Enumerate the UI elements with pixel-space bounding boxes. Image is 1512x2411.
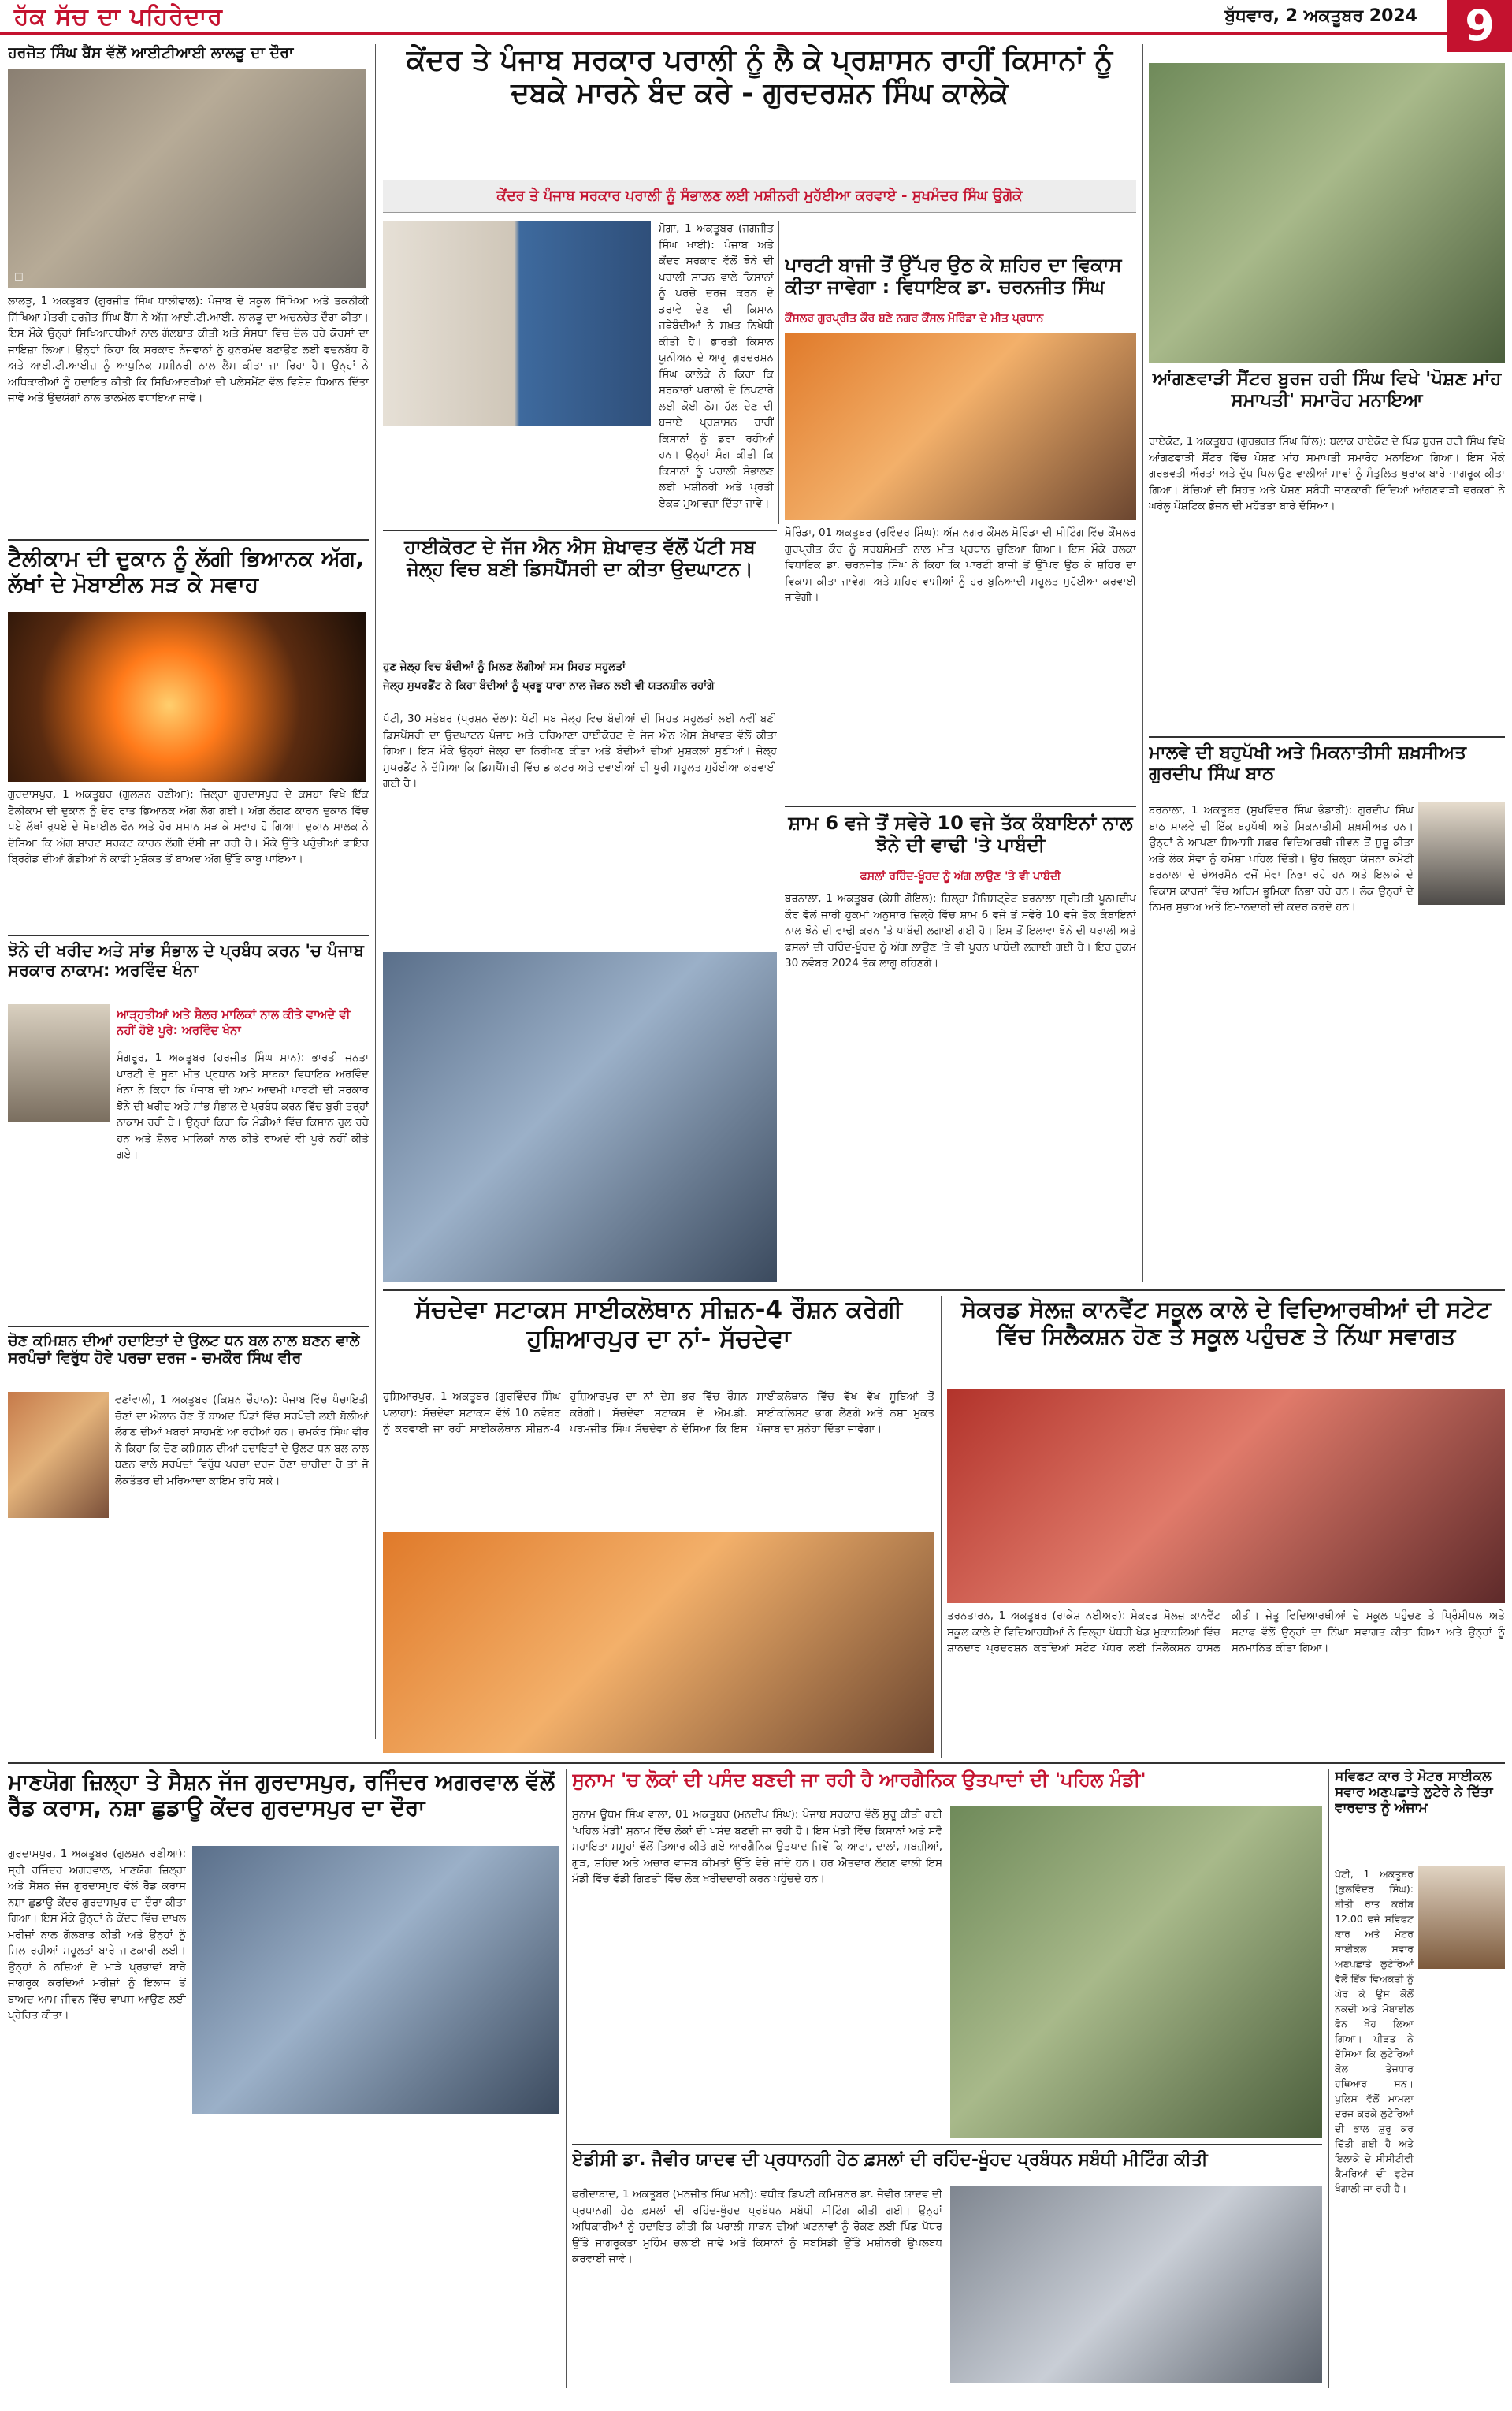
fire-headline: ਟੈਲੀਕਾਮ ਦੀ ਦੁਕਾਨ ਨੂੰ ਲੱਗੀ ਭਿਆਨਕ ਅੱਗ, ਲੱਖਾਂ ਦੇ ਮੋਬਾਈਲ ਸੜ ਕੇ ਸਵਾਹ xyxy=(8,545,364,598)
party-body: ਮੋਰਿੰਡਾ, 01 ਅਕਤੂਬਰ (ਰਵਿੰਦਰ ਸਿੰਘ): ਅੱਜ ਨਗਰ ਕੌਂਸਲ ਮੋਰਿੰਡਾ ਦੀ ਮੀਟਿੰਗ ਵਿੱਚ ਕੌਂਸਲਰ ਗੁਰਪ੍ਰੀਤ ਕੌਰ ਨੂੰ ਸਰਬਸੰਮਤੀ ਨਾਲ ਮੀਤ ਪ੍ਰਧਾਨ ਚੁਣਿਆ ਗਿਆ। ਇਸ ਮੌਕੇ ਹਲਕਾ ਵਿਧਾਇਕ ਡਾ. ਚਰਨਜੀਤ ਸਿੰਘ ਨੇ ਕਿਹਾ ਕਿ ਪਾਰਟੀ ਬਾਜੀ ਤੋਂ ਉੱਪਰ ਉਠ ਕੇ ਸ਼ਹਿਰ ਦਾ ਵਿਕਾਸ ਕੀਤਾ ਜਾਵੇਗਾ ਅਤੇ ਸ਼ਹਿਰ ਵਾਸੀਆਂ ਨੂੰ ਹਰ ਬੁਨਿਆਦੀ ਸਹੂਲਤ ਮੁਹੱਈਆ ਕਰਵਾਈ ਜਾਵੇਗੀ। xyxy=(785,526,1136,605)
organic-market-photo xyxy=(950,1806,1322,2138)
column-divider xyxy=(1328,1769,1329,2388)
paddy-subhead: ਆੜ੍ਹਤੀਆਂ ਅਤੇ ਸ਼ੈਲਰ ਮਾਲਿਕਾਂ ਨਾਲ ਕੀਤੇ ਵਾਅਦੇ ਵੀ ਨਹੀਂ ਹੋਏ ਪੂਰੇ: ਅਰਵਿੰਦ ਖੰਨਾ xyxy=(117,1007,351,1037)
chamkaur-singh-portrait xyxy=(8,1392,109,1518)
stubble-body-continued xyxy=(383,430,651,525)
paddy-body: ਸੰਗਰੂਰ, 1 ਅਕਤੂਬਰ (ਹਰਜੀਤ ਸਿੰਘ ਮਾਨ): ਭਾਰਤੀ ਜਨਤਾ ਪਾਰਟੀ ਦੇ ਸੂਬਾ ਮੀਤ ਪ੍ਰਧਾਨ ਅਤੇ ਸਾਬਕਾ ਵਿਧਾਇਕ ਅਰਵਿੰਦ ਖੰਨਾ ਨੇ ਕਿਹਾ ਕਿ ਪੰਜਾਬ ਦੀ ਆਮ ਆਦਮੀ ਪਾਰਟੀ ਦੀ ਸਰਕਾਰ ਝੋਨੇ ਦੀ ਖਰੀਦ ਅਤੇ ਸਾਂਭ ਸੰਭਾਲ ਦੇ ਪ੍ਰਬੰਧ ਕਰਨ ਵਿੱਚ ਬੁਰੀ ਤਰ੍ਹਾਂ ਨਾਕਾਮ ਰਹੀ ਹੈ। ਉਨ੍ਹਾਂ ਕਿਹਾ ਕਿ ਮੰਡੀਆਂ ਵਿੱਚ ਕਿਸਾਨ ਰੁਲ ਰਹੇ ਹਨ ਅਤੇ ਸ਼ੈਲਰ ਮਾਲਿਕਾਂ ਨਾਲ ਕੀਤੇ ਵਾਅਦੇ ਵੀ ਪੂਰੇ ਨਹੀਂ ਕੀਤੇ ਗਏ। xyxy=(117,1051,369,1162)
fire-body: ਗੁਰਦਾਸਪੁਰ, 1 ਅਕਤੂਬਰ (ਗੁਲਸ਼ਨ ਰਣੀਆ): ਜ਼ਿਲ੍ਹਾ ਗੁਰਦਾਸਪੁਰ ਦੇ ਕਸਬਾ ਵਿਖੇ ਇੱਕ ਟੈਲੀਕਾਮ ਦੀ ਦੁਕਾਨ ਨੂੰ ਦੇਰ ਰਾਤ ਭਿਆਨਕ ਅੱਗ ਲੱਗ ਗਈ। ਅੱਗ ਲੱਗਣ ਕਾਰਨ ਦੁਕਾਨ ਵਿੱਚ ਪਏ ਲੱਖਾਂ ਰੁਪਏ ਦੇ ਮੋਬਾਈਲ ਫੋਨ ਅਤੇ ਹੋਰ ਸਮਾਨ ਸੜ ਕੇ ਸਵਾਹ ਹੋ ਗਿਆ। ਦੁਕਾਨ ਮਾਲਕ ਨੇ ਦੱਸਿਆ ਕਿ ਅੱਗ ਸ਼ਾਰਟ ਸਰਕਟ ਕਾਰਨ ਲੱਗੀ ਦੱਸੀ ਜਾ ਰਹੀ ਹੈ। ਮੌਕੇ ਉੱਤੇ ਪਹੁੰਚੀਆਂ ਫਾਇਰ ਬ੍ਰਿਗੇਡ ਦੀਆਂ ਗੱਡੀਆਂ ਨੇ ਕਾਫੀ ਮੁਸ਼ੱਕਤ ਤੋਂ ਬਾਅਦ ਅੱਗ ਉੱਤੇ ਕਾਬੂ ਪਾਇਆ। xyxy=(8,788,369,866)
column-divider xyxy=(566,1769,567,2388)
anganwadi-headline: ਆਂਗਣਵਾੜੀ ਸੈਂਟਰ ਬੁਰਜ ਹਰੀ ਸਿੰਘ ਵਿਖੇ 'ਪੋਸ਼ਣ ਮਾਂਹ ਸਮਾਪਤੀ' ਸਮਾਰੋਹ ਮਨਾਇਆ xyxy=(1152,369,1502,411)
column-divider xyxy=(375,44,376,1739)
paddy-headline: ਝੋਨੇ ਦੀ ਖਰੀਦ ਅਤੇ ਸਾਂਭ ਸੰਭਾਲ ਦੇ ਪ੍ਰਬੰਧ ਕਰਨ 'ਚ ਪੰਜਾਬ ਸਰਕਾਰ ਨਾਕਾਮ: ਅਰਵਿੰਦ ਖੰਨਾ xyxy=(8,941,364,980)
sacred-headline: ਸੇਕਰਡ ਸੋਲਜ਼ ਕਾਨਵੈਂਟ ਸਕੂਲ ਕਾਲੇ ਦੇ ਵਿਦਿਆਰਥੀਆਂ ਦੀ ਸਟੇਟ ਵਿੱਚ ਸਿਲੈਕਸ਼ਨ ਹੋਣ ਤੇ ਸਕੂਲ ਪਹੁੰਚਣ ਤੇ ਨਿੱਘਾ ਸਵਾਗਤ xyxy=(961,1296,1491,1350)
divider xyxy=(785,806,1136,807)
masthead xyxy=(0,0,1512,50)
divider xyxy=(1149,736,1505,738)
victim-portrait xyxy=(1418,1866,1505,1969)
divider xyxy=(8,539,369,541)
printer-color-bar xyxy=(0,2391,1512,2411)
iti-visit-photo: ☐ xyxy=(8,69,366,288)
organic-headline: ਸੁਨਾਮ 'ਚ ਲੋਕਾਂ ਦੀ ਪਸੰਦ ਬਣਦੀ ਜਾ ਰਹੀ ਹੈ ਆਰਗੈਨਿਕ ਉਤਪਾਦਾਂ ਦੀ 'ਪਹਿਲ ਮੰਡੀ' xyxy=(572,1769,1146,1791)
column-divider xyxy=(1142,44,1143,1282)
adc-headline: ਏਡੀਸੀ ਡਾ. ਜੈਵੀਰ ਯਾਦਵ ਦੀ ਪ੍ਰਧਾਨਗੀ ਹੇਠ ਫ਼ਸਲਾਂ ਦੀ ਰਹਿੰਦ-ਖੂੰਹਦ ਪ੍ਰਬੰਧਨ ਸਬੰਧੀ ਮੀਟਿੰਗ ਕੀਤੀ xyxy=(572,2150,1208,2170)
farmer-leaders-portraits xyxy=(383,221,651,426)
gurdeep-bath-portrait xyxy=(1418,802,1505,905)
red-cross-visit-photo xyxy=(192,1846,559,2114)
anganwadi-photo xyxy=(1149,63,1505,363)
combine-subhead: ਫਸਲਾਂ ਰਹਿੰਦ-ਖੂੰਹਦ ਨੂੰ ਅੱਗ ਲਾਉਣ 'ਤੇ ਵੀ ਪਾਬੰਦੀ xyxy=(860,870,1061,883)
divider xyxy=(383,1289,1505,1291)
hc-bullet-1: ਹੁਣ ਜੇਲ੍ਹ ਵਿਚ ਬੰਦੀਆਂ ਨੂੰ ਮਿਲਣ ਲੱਗੀਆਂ ਸਮ ਸਿਹਤ ਸਹੂਲਤਾਂ xyxy=(383,660,626,673)
arvind-khanna-portrait xyxy=(8,1004,110,1122)
divider xyxy=(8,1762,1505,1764)
page-number: 9 xyxy=(1447,0,1512,52)
column-divider xyxy=(778,221,779,524)
party-headline: ਪਾਰਟੀ ਬਾਜੀ ਤੋਂ ਉੱਪਰ ਉਠ ਕੇ ਸ਼ਹਿਰ ਦਾ ਵਿਕਾਸ ਕੀਤਾ ਜਾਵੇਗਾ : ਵਿਧਾਇਕ ਡਾ. ਚਰਨਜੀਤ ਸਿੰਘ xyxy=(785,254,1122,299)
combine-body: ਬਰਨਾਲਾ, 1 ਅਕਤੂਬਰ (ਕੇਸੀ ਗੋਇਲ): ਜ਼ਿਲ੍ਹਾ ਮੈਜਿਸਟ੍ਰੇਟ ਬਰਨਾਲਾ ਸ੍ਰੀਮਤੀ ਪੂਨਮਦੀਪ ਕੌਰ ਵੱਲੋਂ ਜਾਰੀ ਹੁਕਮਾਂ ਅਨੁਸਾਰ ਜ਼ਿਲ੍ਹੇ ਵਿੱਚ ਸ਼ਾਮ 6 ਵਜੇ ਤੋਂ ਸਵੇਰੇ 10 ਵਜੇ ਤੱਕ ਕੰਬਾਇਨਾਂ ਨਾਲ ਝੋਨੇ ਦੀ ਵਾਢੀ ਕਰਨ 'ਤੇ ਪਾਬੰਦੀ ਲਗਾਈ ਗਈ ਹੈ। ਇਸ ਤੋਂ ਇਲਾਵਾ ਝੋਨੇ ਦੀ ਪਰਾਲੀ ਅਤੇ ਫਸਲਾਂ ਦੀ ਰਹਿੰਦ-ਖੂੰਹਦ ਨੂੰ ਅੱਗ ਲਾਉਣ 'ਤੇ ਵੀ ਪੂਰਨ ਪਾਬੰਦੀ ਲਗਾਈ ਗਈ ਹੈ। ਇਹ ਹੁਕਮ 30 ਨਵੰਬਰ 2024 ਤੱਕ ਲਾਗੂ ਰਹਿਣਗੇ। xyxy=(785,892,1136,970)
column-divider xyxy=(941,1296,942,1758)
divider xyxy=(572,2144,1322,2145)
adc-meeting-photo xyxy=(950,2186,1322,2383)
anganwadi-body: ਰਾਏਕੋਟ, 1 ਅਕਤੂਬਰ (ਗੁਰਭਗਤ ਸਿੰਘ ਗਿੱਲ): ਬਲਾਕ ਰਾਏਕੋਟ ਦੇ ਪਿੰਡ ਬੁਰਜ ਹਰੀ ਸਿੰਘ ਵਿਖੇ ਆਂਗਣਵਾੜੀ ਸੈਂਟਰ ਵਿੱਚ ਪੋਸ਼ਣ ਮਾਂਹ ਸਮਾਪਤੀ ਸਮਾਰੋਹ ਮਨਾਇਆ ਗਿਆ। ਇਸ ਮੌਕੇ ਗਰਭਵਤੀ ਔਰਤਾਂ ਅਤੇ ਦੁੱਧ ਪਿਲਾਉਣ ਵਾਲੀਆਂ ਮਾਵਾਂ ਨੂੰ ਸੰਤੁਲਿਤ ਖੁਰਾਕ ਬਾਰੇ ਜਾਗਰੂਕ ਕੀਤਾ ਗਿਆ। ਬੱਚਿਆਂ ਦੀ ਸਿਹਤ ਅਤੇ ਪੋਸ਼ਣ ਸਬੰਧੀ ਜਾਣਕਾਰੀ ਦਿੰਦਿਆਂ ਆਂਗਣਵਾੜੀ ਵਰਕਰਾਂ ਨੇ ਘਰੇਲੂ ਪੌਸ਼ਟਿਕ ਭੋਜਨ ਦੀ ਮਹੱਤਤਾ ਬਾਰੇ ਦੱਸਿਆ। xyxy=(1149,435,1505,513)
bath-headline: ਮਾਲਵੇ ਦੀ ਬਹੁਪੱਖੀ ਅਤੇ ਮਿਕਨਾਤੀਸੀ ਸ਼ਖ਼ਸੀਅਤ ਗੁਰਦੀਪ ਸਿੰਘ ਬਾਠ xyxy=(1149,742,1466,785)
jail-dispensary-inauguration-photo xyxy=(383,952,777,1282)
adc-body: ਫਰੀਦਾਬਾਦ, 1 ਅਕਤੂਬਰ (ਮਨਜੀਤ ਸਿੰਘ ਮਨੀ): ਵਧੀਕ ਡਿਪਟੀ ਕਮਿਸ਼ਨਰ ਡਾ. ਜੈਵੀਰ ਯਾਦਵ ਦੀ ਪ੍ਰਧਾਨਗੀ ਹੇਠ ਫ਼ਸਲਾਂ ਦੀ ਰਹਿੰਦ-ਖੂੰਹਦ ਪ੍ਰਬੰਧਨ ਸਬੰਧੀ ਮੀਟਿੰਗ ਕੀਤੀ ਗਈ। ਉਨ੍ਹਾਂ ਅਧਿਕਾਰੀਆਂ ਨੂੰ ਹਦਾਇਤ ਕੀਤੀ ਕਿ ਪਰਾਲੀ ਸਾੜਨ ਦੀਆਂ ਘਟਨਾਵਾਂ ਨੂੰ ਰੋਕਣ ਲਈ ਪਿੰਡ ਪੱਧਰ ਉੱਤੇ ਜਾਗਰੂਕਤਾ ਮੁਹਿੰਮ ਚਲਾਈ ਜਾਵੇ ਅਤੇ ਕਿਸਾਨਾਂ ਨੂੰ ਸਬਸਿਡੀ ਉੱਤੇ ਮਸ਼ੀਨਰੀ ਉਪਲਬਧ ਕਰਵਾਈ ਜਾਵੇ। xyxy=(572,2188,942,2266)
cyclothon-photo xyxy=(383,1532,934,1753)
party-subhead: ਕੌਂਸਲਰ ਗੁਰਪ੍ਰੀਤ ਕੌਰ ਬਣੇ ਨਗਰ ਕੌਂਸਲ ਮੋਰਿੰਡਾ ਦੇ ਮੀਤ ਪ੍ਰਧਾਨ xyxy=(785,312,1044,325)
judge-body-continued xyxy=(192,2120,559,2380)
newspaper-brand: ਹੱਕ ਸੱਚ ਦਾ ਪਹਿਰੇਦਾਰ xyxy=(14,3,223,31)
hc-body: ਪੱਟੀ, 30 ਸਤੰਬਰ (ਪ੍ਰਸ਼ਨ ਦੱਲਾ): ਪੱਟੀ ਸਬ ਜੇਲ੍ਹ ਵਿਚ ਬੰਦੀਆਂ ਦੀ ਸਿਹਤ ਸਹੂਲਤਾਂ ਲਈ ਨਵੀਂ ਬਣੀ ਡਿਸਪੈਂਸਰੀ ਦਾ ਉਦਘਾਟਨ ਪੰਜਾਬ ਅਤੇ ਹਰਿਆਣਾ ਹਾਈਕੋਰਟ ਦੇ ਜੱਜ ਐਨ ਐਸ ਸ਼ੇਖਾਵਤ ਵੱਲੋਂ ਕੀਤਾ ਗਿਆ। ਇਸ ਮੌਕੇ ਉਨ੍ਹਾਂ ਜੇਲ੍ਹ ਦਾ ਨਿਰੀਖਣ ਕੀਤਾ ਅਤੇ ਬੰਦੀਆਂ ਦੀਆਂ ਮੁਸ਼ਕਲਾਂ ਸੁਣੀਆਂ। ਜੇਲ੍ਹ ਸੁਪਰਡੈਂਟ ਨੇ ਦੱਸਿਆ ਕਿ ਡਿਸਪੈਂਸਰੀ ਵਿੱਚ ਡਾਕਟਰ ਅਤੇ ਦਵਾਈਆਂ ਦੀ ਪੂਰੀ ਸਹੂਲਤ ਮੁਹੱਈਆ ਕਰਵਾਈ ਗਈ ਹੈ। xyxy=(383,713,777,791)
cyclothon-body: ਹੁਸ਼ਿਆਰਪੁਰ, 1 ਅਕਤੂਬਰ (ਗੁਰਵਿੰਦਰ ਸਿੰਘ ਪਲਾਹਾ): ਸੱਚਦੇਵਾ ਸਟਾਕਸ ਵੱਲੋਂ 10 ਨਵੰਬਰ ਨੂੰ ਕਰਵਾਈ ਜਾ ਰਹੀ ਸਾਈਕਲੋਥਾਨ ਸੀਜ਼ਨ-4 ਹੁਸ਼ਿਆਰਪੁਰ ਦਾ ਨਾਂ ਦੇਸ਼ ਭਰ ਵਿੱਚ ਰੌਸ਼ਨ ਕਰੇਗੀ। ਸੱਚਦੇਵਾ ਸਟਾਕਸ ਦੇ ਐਮ.ਡੀ. ਪਰਮਜੀਤ ਸਿੰਘ ਸੱਚਦੇਵਾ ਨੇ ਦੱਸਿਆ ਕਿ ਇਸ ਸਾਈਕਲੋਥਾਨ ਵਿੱਚ ਵੱਖ ਵੱਖ ਸੂਬਿਆਂ ਤੋਂ ਸਾਈਕਲਿਸਟ ਭਾਗ ਲੈਣਗੇ ਅਤੇ ਨਸ਼ਾ ਮੁਕਤ ਪੰਜਾਬ ਦਾ ਸੁਨੇਹਾ ਦਿੱਤਾ ਜਾਵੇਗਾ। xyxy=(383,1390,934,1436)
iti-body: ਲਾਲੜੂ, 1 ਅਕਤੂਬਰ (ਗੁਰਜੀਤ ਸਿੰਘ ਧਾਲੀਵਾਲ): ਪੰਜਾਬ ਦੇ ਸਕੂਲ ਸਿੱਖਿਆ ਅਤੇ ਤਕਨੀਕੀ ਸਿੱਖਿਆ ਮੰਤਰੀ ਹਰਜੋਤ ਸਿੰਘ ਬੈਂਸ ਨੇ ਅੱਜ ਆਈ.ਟੀ.ਆਈ. ਲਾਲੜੂ ਦਾ ਅਚਨਚੇਤ ਦੌਰਾ ਕੀਤਾ। ਇਸ ਮੌਕੇ ਉਨ੍ਹਾਂ ਸਿਖਿਆਰਥੀਆਂ ਨਾਲ ਗੱਲਬਾਤ ਕੀਤੀ ਅਤੇ ਸੰਸਥਾ ਵਿੱਚ ਚੱਲ ਰਹੇ ਕੋਰਸਾਂ ਦਾ ਜਾਇਜ਼ਾ ਲਿਆ। ਉਨ੍ਹਾਂ ਕਿਹਾ ਕਿ ਸਰਕਾਰ ਨੌਜਵਾਨਾਂ ਨੂੰ ਹੁਨਰਮੰਦ ਬਣਾਉਣ ਲਈ ਵਚਨਬੱਧ ਹੈ ਅਤੇ ਆਈ.ਟੀ.ਆਈਜ਼ ਨੂੰ ਆਧੁਨਿਕ ਮਸ਼ੀਨਰੀ ਨਾਲ ਲੈਸ ਕੀਤਾ ਜਾ ਰਿਹਾ ਹੈ। ਉਨ੍ਹਾਂ ਨੇ ਅਧਿਕਾਰੀਆਂ ਨੂੰ ਹਦਾਇਤ ਕੀਤੀ ਕਿ ਸਿਖਿਆਰਥੀਆਂ ਦੀ ਪਲੇਸਮੈਂਟ ਵੱਲ ਵਿਸ਼ੇਸ਼ ਧਿਆਨ ਦਿੱਤਾ ਜਾਵੇ ਅਤੇ ਉਦਯੋਗਾਂ ਨਾਲ ਤਾਲਮੇਲ ਵਧਾਇਆ ਜਾਵੇ। xyxy=(8,295,369,405)
stubble-subhead: ਕੇਂਦਰ ਤੇ ਪੰਜਾਬ ਸਰਕਾਰ ਪਰਾਲੀ ਨੂੰ ਸੰਭਾਲਣ ਲਈ ਮਸ਼ੀਨਰੀ ਮੁਹੱਈਆ ਕਰਵਾਏ - ਸੁਖਮੰਦਰ ਸਿੰਘ ਉਗੋਕੇ xyxy=(383,180,1136,213)
divider xyxy=(8,935,369,936)
cyclothon-headline: ਸੱਚਦੇਵਾ ਸਟਾਕਸ ਸਾਈਕਲੋਥਾਨ ਸੀਜ਼ਨ-4 ਰੌਸ਼ਨ ਕਰੇਗੀ ਹੁਸ਼ਿਆਰਪੁਰ ਦਾ ਨਾਂ- ਸੱਚਦੇਵਾ xyxy=(414,1296,903,1353)
divider xyxy=(383,530,777,531)
iti-headline: ਹਰਜੋਤ ਸਿੰਘ ਬੈਂਸ ਵੱਲੋਂ ਆਈਟੀਆਈ ਲਾਲੜੂ ਦਾ ਦੌਰਾ xyxy=(8,44,294,61)
stubble-continuation xyxy=(785,221,1136,247)
organic-body: ਸੁਨਾਮ ਊਧਮ ਸਿੰਘ ਵਾਲਾ, 01 ਅਕਤੂਬਰ (ਮਨਦੀਪ ਸਿੰਘ): ਪੰਜਾਬ ਸਰਕਾਰ ਵੱਲੋਂ ਸ਼ੁਰੂ ਕੀਤੀ ਗਈ 'ਪਹਿਲ ਮੰਡੀ' ਸੁਨਾਮ ਵਿੱਚ ਲੋਕਾਂ ਦੀ ਪਸੰਦ ਬਣਦੀ ਜਾ ਰਹੀ ਹੈ। ਇਸ ਮੰਡੀ ਵਿੱਚ ਕਿਸਾਨਾਂ ਅਤੇ ਸਵੈ ਸਹਾਇਤਾ ਸਮੂਹਾਂ ਵੱਲੋਂ ਤਿਆਰ ਕੀਤੇ ਗਏ ਆਰਗੈਨਿਕ ਉਤਪਾਦ ਜਿਵੇਂ ਕਿ ਆਟਾ, ਦਾਲਾਂ, ਸਬਜ਼ੀਆਂ, ਗੁੜ, ਸ਼ਹਿਦ ਅਤੇ ਅਚਾਰ ਵਾਜਬ ਕੀਮਤਾਂ ਉੱਤੇ ਵੇਚੇ ਜਾਂਦੇ ਹਨ। ਹਰ ਐਤਵਾਰ ਲੱਗਣ ਵਾਲੀ ਇਸ ਮੰਡੀ ਵਿੱਚ ਵੱਡੀ ਗਿਣਤੀ ਵਿੱਚ ਲੋਕ ਖਰੀਦਦਾਰੀ ਕਰਨ ਪਹੁੰਚਦੇ ਹਨ। xyxy=(572,1808,942,1886)
bath-body: ਬਰਨਾਲਾ, 1 ਅਕਤੂਬਰ (ਸੁਖਵਿੰਦਰ ਸਿੰਘ ਭੰਡਾਰੀ): ਗੁਰਦੀਪ ਸਿੰਘ ਬਾਠ ਮਾਲਵੇ ਦੀ ਇੱਕ ਬਹੁਪੱਖੀ ਅਤੇ ਮਿਕਨਾਤੀਸੀ ਸ਼ਖ਼ਸੀਅਤ ਹਨ। ਉਨ੍ਹਾਂ ਨੇ ਆਪਣਾ ਸਿਆਸੀ ਸਫ਼ਰ ਵਿਦਿਆਰਥੀ ਜੀਵਨ ਤੋਂ ਸ਼ੁਰੂ ਕੀਤਾ ਅਤੇ ਲੋਕ ਸੇਵਾ ਨੂੰ ਹਮੇਸ਼ਾ ਪਹਿਲ ਦਿੱਤੀ। ਉਹ ਜ਼ਿਲ੍ਹਾ ਯੋਜਨਾ ਕਮੇਟੀ ਬਰਨਾਲਾ ਦੇ ਚੇਅਰਮੈਨ ਵਜੋਂ ਸੇਵਾ ਨਿਭਾ ਰਹੇ ਹਨ ਅਤੇ ਇਲਾਕੇ ਦੇ ਵਿਕਾਸ ਕਾਰਜਾਂ ਵਿੱਚ ਅਹਿਮ ਭੂਮਿਕਾ ਨਿਭਾ ਰਹੇ ਹਨ। ਲੋਕ ਉਨ੍ਹਾਂ ਦੇ ਨਿਮਰ ਸੁਭਾਅ ਅਤੇ ਇਮਾਨਦਾਰੀ ਦੀ ਕਦਰ ਕਰਦੇ ਹਨ। xyxy=(1149,804,1414,914)
hc-bullet-2: ਜੇਲ੍ਹ ਸੁਪਰਡੈਂਟ ਨੇ ਕਿਹਾ ਬੰਦੀਆਂ ਨੂੰ ਪ੍ਰਭੂ ਧਾਰਾ ਨਾਲ ਜੋੜਨ ਲਈ ਵੀ ਯਤਨਸ਼ੀਲ ਰਹਾਂਗੇ xyxy=(383,679,715,692)
stubble-body: ਮੋਗਾ, 1 ਅਕਤੂਬਰ (ਜਗਜੀਤ ਸਿੰਘ ਖਾਈ): ਪੰਜਾਬ ਅਤੇ ਕੇਂਦਰ ਸਰਕਾਰ ਵੱਲੋਂ ਝੋਨੇ ਦੀ ਪਰਾਲੀ ਸਾੜਨ ਵਾਲੇ ਕਿਸਾਨਾਂ ਨੂੰ ਪਰਚੇ ਦਰਜ ਕਰਨ ਦੇ ਡਰਾਵੇ ਦੇਣ ਦੀ ਕਿਸਾਨ ਜਥੇਬੰਦੀਆਂ ਨੇ ਸਖ਼ਤ ਨਿਖੇਧੀ ਕੀਤੀ ਹੈ। ਭਾਰਤੀ ਕਿਸਾਨ ਯੂਨੀਅਨ ਦੇ ਆਗੂ ਗੁਰਦਰਸ਼ਨ ਸਿੰਘ ਕਾਲੇਕੇ ਨੇ ਕਿਹਾ ਕਿ ਸਰਕਾਰਾਂ ਪਰਾਲੀ ਦੇ ਨਿਪਟਾਰੇ ਲਈ ਕੋਈ ਠੋਸ ਹੱਲ ਦੇਣ ਦੀ ਬਜਾਏ ਪ੍ਰਸ਼ਾਸਨ ਰਾਹੀਂ ਕਿਸਾਨਾਂ ਨੂੰ ਡਰਾ ਰਹੀਆਂ ਹਨ। ਉਨ੍ਹਾਂ ਮੰਗ ਕੀਤੀ ਕਿ ਕਿਸਾਨਾਂ ਨੂੰ ਪਰਾਲੀ ਸੰਭਾਲਣ ਲਈ ਮਸ਼ੀਨਰੀ ਅਤੇ ਪ੍ਰਤੀ ਏਕੜ ਮੁਆਵਜ਼ਾ ਦਿੱਤਾ ਜਾਵੇ। xyxy=(659,222,774,510)
judge-body: ਗੁਰਦਾਸਪੁਰ, 1 ਅਕਤੂਬਰ (ਗੁਲਸ਼ਨ ਰਣੀਆ): ਸ੍ਰੀ ਰਜਿੰਦਰ ਅਗਰਵਾਲ, ਮਾਣਯੋਗ ਜ਼ਿਲ੍ਹਾ ਅਤੇ ਸੈਸ਼ਨ ਜੱਜ ਗੁਰਦਾਸਪੁਰ ਵੱਲੋਂ ਰੈੱਡ ਕਰਾਸ ਨਸ਼ਾ ਛੁਡਾਊ ਕੇਂਦਰ ਗੁਰਦਾਸਪੁਰ ਦਾ ਦੌਰਾ ਕੀਤਾ ਗਿਆ। ਇਸ ਮੌਕੇ ਉਨ੍ਹਾਂ ਨੇ ਕੇਂਦਰ ਵਿੱਚ ਦਾਖਲ ਮਰੀਜ਼ਾਂ ਨਾਲ ਗੱਲਬਾਤ ਕੀਤੀ ਅਤੇ ਉਨ੍ਹਾਂ ਨੂੰ ਮਿਲ ਰਹੀਆਂ ਸਹੂਲਤਾਂ ਬਾਰੇ ਜਾਣਕਾਰੀ ਲਈ। ਉਨ੍ਹਾਂ ਨੇ ਨਸ਼ਿਆਂ ਦੇ ਮਾੜੇ ਪ੍ਰਭਾਵਾਂ ਬਾਰੇ ਜਾਗਰੂਕ ਕਰਦਿਆਂ ਮਰੀਜ਼ਾਂ ਨੂੰ ਇਲਾਜ ਤੋਂ ਬਾਅਦ ਆਮ ਜੀਵਨ ਵਿੱਚ ਵਾਪਸ ਆਉਣ ਲਈ ਪ੍ਰੇਰਿਤ ਕੀਤਾ। xyxy=(8,1847,186,2022)
stubble-headline: ਕੇਂਦਰ ਤੇ ਪੰਜਾਬ ਸਰਕਾਰ ਪਰਾਲੀ ਨੂੰ ਲੈ ਕੇ ਪ੍ਰਸ਼ਾਸਨ ਰਾਹੀਂ ਕਿਸਾਨਾਂ ਨੂੰ ਦਬਕੇ ਮਾਰਨੇ ਬੰਦ ਕਰੇ - ਗੁਰਦਰਸ਼ਨ ਸਿੰਘ ਕਾਲੇਕੇ xyxy=(406,44,1113,110)
sacred-body: ਤਰਨਤਾਰਨ, 1 ਅਕਤੂਬਰ (ਰਾਕੇਸ਼ ਨਈਅਰ): ਸੇਕਰਡ ਸੋਲਜ਼ ਕਾਨਵੈਂਟ ਸਕੂਲ ਕਾਲੇ ਦੇ ਵਿਦਿਆਰਥੀਆਂ ਨੇ ਜ਼ਿਲ੍ਹਾ ਪੱਧਰੀ ਖੇਡ ਮੁਕਾਬਲਿਆਂ ਵਿੱਚ ਸ਼ਾਨਦਾਰ ਪ੍ਰਦਰਸ਼ਨ ਕਰਦਿਆਂ ਸਟੇਟ ਪੱਧਰ ਲਈ ਸਿਲੈਕਸ਼ਨ ਹਾਸਲ ਕੀਤੀ। ਜੇਤੂ ਵਿਦਿਆਰਥੀਆਂ ਦੇ ਸਕੂਲ ਪਹੁੰਚਣ ਤੇ ਪ੍ਰਿੰਸੀਪਲ ਅਤੇ ਸਟਾਫ ਵੱਲੋਂ ਉਨ੍ਹਾਂ ਦਾ ਨਿੱਘਾ ਸਵਾਗਤ ਕੀਤਾ ਗਿਆ ਅਤੇ ਉਨ੍ਹਾਂ ਨੂੰ ਸਨਮਾਨਿਤ ਕੀਤਾ ਗਿਆ। xyxy=(947,1609,1505,1655)
judge-headline: ਮਾਣਯੋਗ ਜ਼ਿਲ੍ਹਾ ਤੇ ਸੈਸ਼ਨ ਜੱਜ ਗੁਰਦਾਸਪੁਰ, ਰਜਿੰਦਰ ਅਗਰਵਾਲ ਵੱਲੋਂ ਰੈੱਡ ਕਰਾਸ, ਨਸ਼ਾ ਛੁਡਾਊ ਕੇਂਦਰ ਗੁਰਦਾਸਪੁਰ ਦਾ ਦੌਰਾ xyxy=(8,1769,555,1821)
issue-date: ਬੁੱਧਵਾਰ, 2 ਅਕਤੂਬਰ 2024 xyxy=(1224,6,1417,26)
council-meeting-photo xyxy=(785,333,1136,520)
swift-headline: ਸਵਿਫਟ ਕਾਰ ਤੇ ਮੋਟਰ ਸਾਈਕਲ ਸਵਾਰ ਅਣਪਛਾਤੇ ਲੁਟੇਰੇ ਨੇ ਦਿੱਤਾ ਵਾਰਦਾਤ ਨੂੰ ਅੰਜਾਮ xyxy=(1335,1769,1493,1817)
combine-headline: ਸ਼ਾਮ 6 ਵਜੇ ਤੋਂ ਸਵੇਰੇ 10 ਵਜੇ ਤੱਕ ਕੰਬਾਇਨਾਂ ਨਾਲ ਝੋਨੇ ਦੀ ਵਾਢੀ 'ਤੇ ਪਾਬੰਦੀ xyxy=(788,812,1133,857)
divider xyxy=(8,1326,369,1327)
swift-body: ਪੱਟੀ, 1 ਅਕਤੂਬਰ (ਕੁਲਵਿੰਦਰ ਸਿੰਘ): ਬੀਤੀ ਰਾਤ ਕਰੀਬ 12.00 ਵਜੇ ਸਵਿਫਟ ਕਾਰ ਅਤੇ ਮੋਟਰ ਸਾਈਕਲ ਸਵਾਰ ਅਣਪਛਾਤੇ ਲੁਟੇਰਿਆਂ ਵੱਲੋਂ ਇੱਕ ਵਿਅਕਤੀ ਨੂੰ ਘੇਰ ਕੇ ਉਸ ਕੋਲੋਂ ਨਕਦੀ ਅਤੇ ਮੋਬਾਈਲ ਫੋਨ ਖੋਹ ਲਿਆ ਗਿਆ। ਪੀੜਤ ਨੇ ਦੱਸਿਆ ਕਿ ਲੁਟੇਰਿਆਂ ਕੋਲ ਤੇਜ਼ਧਾਰ ਹਥਿਆਰ ਸਨ। ਪੁਲਿਸ ਵੱਲੋਂ ਮਾਮਲਾ ਦਰਜ ਕਰਕੇ ਲੁਟੇਰਿਆਂ ਦੀ ਭਾਲ ਸ਼ੁਰੂ ਕਰ ਦਿੱਤੀ ਗਈ ਹੈ ਅਤੇ ਇਲਾਕੇ ਦੇ ਸੀਸੀਟੀਵੀ ਕੈਮਰਿਆਂ ਦੀ ਫੁਟੇਜ ਖੰਗਾਲੀ ਜਾ ਰਹੀ ਹੈ। xyxy=(1335,1868,1414,2194)
fire-photo xyxy=(8,612,366,782)
sarpanch-body: ਵਣਾਂਵਾਲੀ, 1 ਅਕਤੂਬਰ (ਕਿਸ਼ਨ ਚੌਹਾਨ): ਪੰਜਾਬ ਵਿੱਚ ਪੰਚਾਇਤੀ ਚੋਣਾਂ ਦਾ ਐਲਾਨ ਹੋਣ ਤੋਂ ਬਾਅਦ ਪਿੰਡਾਂ ਵਿੱਚ ਸਰਪੰਚੀ ਲਈ ਬੋਲੀਆਂ ਲੱਗਣ ਦੀਆਂ ਖਬਰਾਂ ਸਾਹਮਣੇ ਆ ਰਹੀਆਂ ਹਨ। ਚਮਕੌਰ ਸਿੰਘ ਵੀਰ ਨੇ ਕਿਹਾ ਕਿ ਚੋਣ ਕਮਿਸ਼ਨ ਦੀਆਂ ਹਦਾਇਤਾਂ ਦੇ ਉਲਟ ਧਨ ਬਲ ਨਾਲ ਬਣਨ ਵਾਲੇ ਸਰਪੰਚਾਂ ਵਿਰੁੱਧ ਪਰਚਾ ਦਰਜ ਹੋਣਾ ਚਾਹੀਦਾ ਹੈ ਤਾਂ ਜੋ ਲੋਕਤੰਤਰ ਦੀ ਮਰਿਆਦਾ ਕਾਇਮ ਰਹਿ ਸਕੇ। xyxy=(115,1393,369,1487)
hc-headline: ਹਾਈਕੋਰਟ ਦੇ ਜੱਜ ਐਨ ਐਸ ਸ਼ੇਖਾਵਤ ਵੱਲੋਂ ਪੱਟੀ ਸਬ ਜੇਲ੍ਹ ਵਿਚ ਬਣੀ ਡਿਸਪੈਂਸਰੀ ਦਾ ਕੀਤਾ ਉਦਘਾਟਨ। xyxy=(404,536,756,581)
sarpanch-headline: ਚੋਣ ਕਮਿਸ਼ਨ ਦੀਆਂ ਹਦਾਇਤਾਂ ਦੇ ਉਲਟ ਧਨ ਬਲ ਨਾਲ ਬਣਨ ਵਾਲੇ ਸਰਪੰਚਾਂ ਵਿਰੁੱਧ ਹੋਵੇ ਪਰਚਾ ਦਰਜ - ਚਮਕੌਰ ਸਿੰਘ ਵੀਰ xyxy=(8,1332,360,1367)
students-welcome-photo xyxy=(947,1389,1505,1603)
